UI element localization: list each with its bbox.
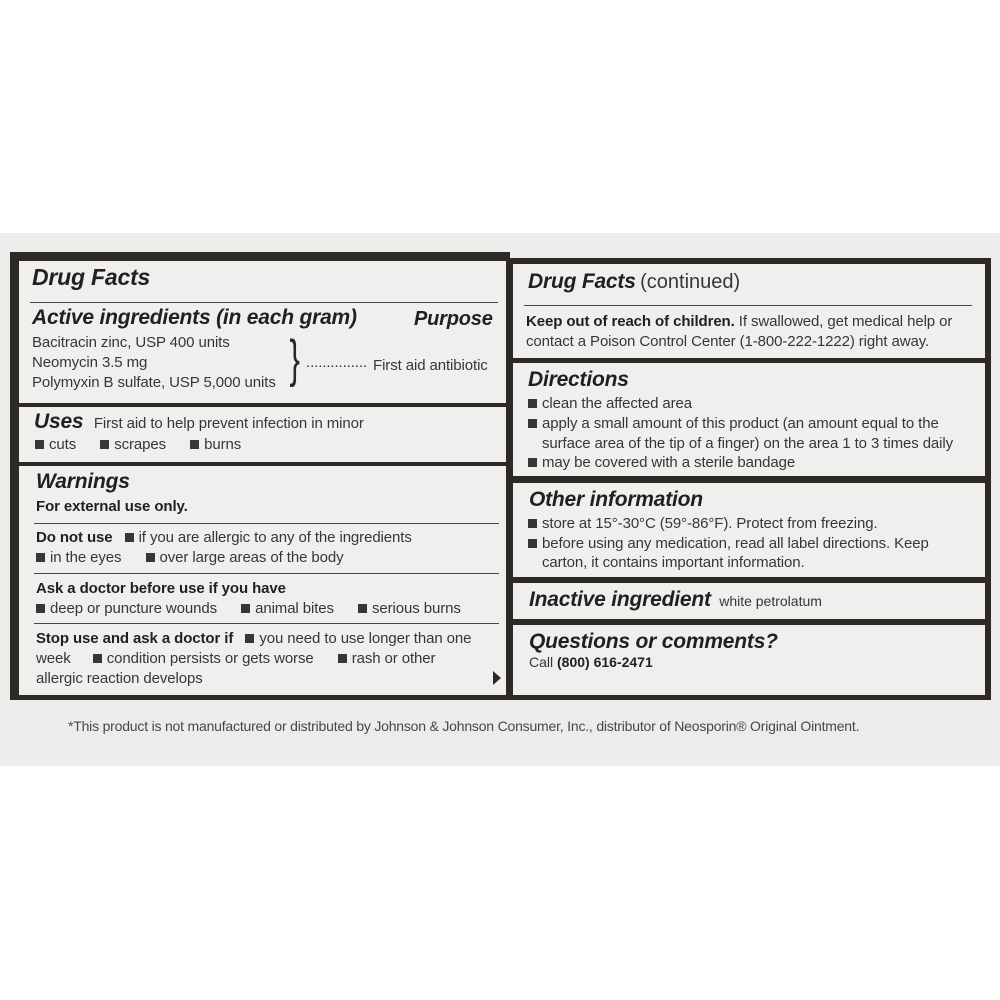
other-info-text: store at 15°-30°C (59°-86°F). Protect from freezing. bbox=[542, 515, 878, 532]
bullet-icon bbox=[528, 419, 537, 428]
bullet-icon bbox=[358, 604, 367, 613]
do-not-use-line2 bbox=[36, 548, 344, 567]
stop-use-line3: allergic reaction develops bbox=[36, 670, 203, 687]
keep-out-line1 bbox=[526, 312, 952, 331]
other-info-item-cont: carton, it contains important information. bbox=[542, 554, 805, 571]
bullet-icon bbox=[245, 634, 254, 643]
use-burns: burns bbox=[204, 436, 242, 453]
do-not-use-label: Do not use bbox=[36, 529, 113, 546]
other-information-box bbox=[513, 483, 985, 577]
bullet-icon bbox=[100, 440, 109, 449]
directions-item-cont: surface area of the tip of a finger) on the area 1 to 3 times daily bbox=[542, 435, 954, 452]
drug-facts-title: Drug Facts bbox=[32, 264, 151, 290]
divider bbox=[34, 623, 499, 624]
directions-box bbox=[513, 363, 985, 476]
ingredient-polymyxin: Polymyxin B sulfate, USP 5,000 units bbox=[32, 374, 276, 391]
directions-text: apply a small amount of this product (an amount equal to the bbox=[542, 415, 939, 432]
ingredient-neomycin: Neomycin 3.5 mg bbox=[32, 354, 148, 371]
stop-use-label: Stop use and ask a doctor if bbox=[36, 630, 234, 647]
stop-use-item: you need to use longer than one bbox=[259, 630, 472, 647]
purpose-leader: ............... bbox=[306, 354, 368, 371]
bullet-icon bbox=[93, 654, 102, 663]
drug-facts-title: Drug Facts bbox=[528, 270, 636, 293]
uses-box bbox=[19, 407, 506, 462]
call-label: Call bbox=[529, 654, 554, 670]
bullet-icon bbox=[528, 399, 537, 408]
other-info-item bbox=[528, 534, 929, 553]
divider bbox=[524, 305, 972, 306]
inactive-text: white petrolatum bbox=[719, 593, 822, 609]
brace-icon: } bbox=[289, 330, 300, 388]
external-use-only: For external use only. bbox=[36, 498, 188, 515]
active-ingredients-box bbox=[19, 261, 506, 403]
bullet-icon bbox=[36, 553, 45, 562]
directions-item bbox=[528, 414, 939, 433]
do-not-use-item: if you are allergic to any of the ingredients bbox=[138, 529, 412, 546]
do-not-use-item: over large areas of the body bbox=[159, 549, 344, 566]
bullet-icon bbox=[338, 654, 347, 663]
bullet-icon bbox=[528, 519, 537, 528]
questions-call-line bbox=[529, 654, 653, 670]
directions-text: may be covered with a sterile bandage bbox=[542, 454, 796, 471]
phone-number: (800) 616-2471 bbox=[557, 654, 653, 670]
ask-doctor-item: serious burns bbox=[372, 600, 461, 617]
purpose-text: First aid antibiotic bbox=[373, 357, 488, 374]
purpose-heading: Purpose bbox=[414, 308, 493, 330]
active-ingredients-heading: Active ingredients (in each gram) bbox=[32, 306, 357, 329]
directions-heading: Directions bbox=[528, 368, 629, 391]
ask-doctor-item: animal bites bbox=[255, 600, 334, 617]
uses-heading: Uses bbox=[34, 410, 84, 433]
stop-use-item: condition persists or gets worse bbox=[106, 650, 314, 667]
ask-doctor-label: Ask a doctor before use if you have bbox=[36, 580, 286, 597]
continued-suffix: (continued) bbox=[640, 271, 741, 293]
use-scrapes: scrapes bbox=[114, 436, 167, 453]
bullet-icon bbox=[36, 604, 45, 613]
divider bbox=[30, 302, 498, 303]
ingredient-bacitracin: Bacitracin zinc, USP 400 units bbox=[32, 334, 230, 351]
warnings-box bbox=[19, 466, 506, 695]
keep-out-text: If swallowed, get medical help or bbox=[738, 313, 953, 330]
other-info-heading: Other information bbox=[529, 488, 703, 511]
disclaimer-footnote: *This product is not manufactured or distributed by Johnson & Johnson Consumer, Inc., distributor of Neosporin® Original Ointment. bbox=[68, 718, 860, 734]
keep-out-line2: contact a Poison Control Center (1-800-222-1222) right away. bbox=[526, 333, 930, 350]
directions-text: clean the affected area bbox=[542, 395, 693, 412]
do-not-use-item: in the eyes bbox=[50, 549, 122, 566]
bullet-icon bbox=[35, 440, 44, 449]
inactive-heading: Inactive ingredient bbox=[529, 588, 711, 611]
ask-doctor-items bbox=[36, 599, 461, 618]
ask-doctor-item: deep or puncture wounds bbox=[50, 600, 217, 617]
questions-box bbox=[513, 625, 985, 695]
inactive-ingredient-box bbox=[513, 583, 985, 619]
other-info-text: before using any medication, read all label directions. Keep bbox=[542, 535, 929, 552]
divider bbox=[34, 573, 499, 574]
questions-heading: Questions or comments? bbox=[529, 630, 778, 653]
uses-text: First aid to help prevent infection in minor bbox=[93, 415, 364, 432]
directions-item bbox=[528, 394, 692, 413]
bullet-icon bbox=[190, 440, 199, 449]
keep-out-label: Keep out of reach of children. bbox=[526, 313, 735, 330]
warnings-heading: Warnings bbox=[36, 470, 130, 493]
use-cuts: cuts bbox=[49, 436, 77, 453]
stop-use-line2 bbox=[36, 649, 435, 668]
uses-line bbox=[34, 410, 364, 434]
other-info-item bbox=[528, 514, 878, 533]
stop-use-item: rash or other bbox=[351, 650, 436, 667]
bullet-icon bbox=[146, 553, 155, 562]
stop-use-item: week bbox=[36, 650, 71, 667]
keep-out-box bbox=[513, 264, 985, 358]
inactive-line bbox=[529, 588, 822, 612]
stop-use-line1 bbox=[36, 629, 471, 648]
do-not-use-line1 bbox=[36, 528, 412, 547]
bullet-icon bbox=[241, 604, 250, 613]
continued-title bbox=[528, 270, 740, 294]
bullet-icon bbox=[125, 533, 134, 542]
divider bbox=[34, 523, 499, 524]
bullet-icon bbox=[528, 539, 537, 548]
uses-items bbox=[35, 435, 241, 454]
directions-item bbox=[528, 453, 795, 472]
bullet-icon bbox=[528, 458, 537, 467]
continue-arrow-icon bbox=[493, 671, 501, 685]
